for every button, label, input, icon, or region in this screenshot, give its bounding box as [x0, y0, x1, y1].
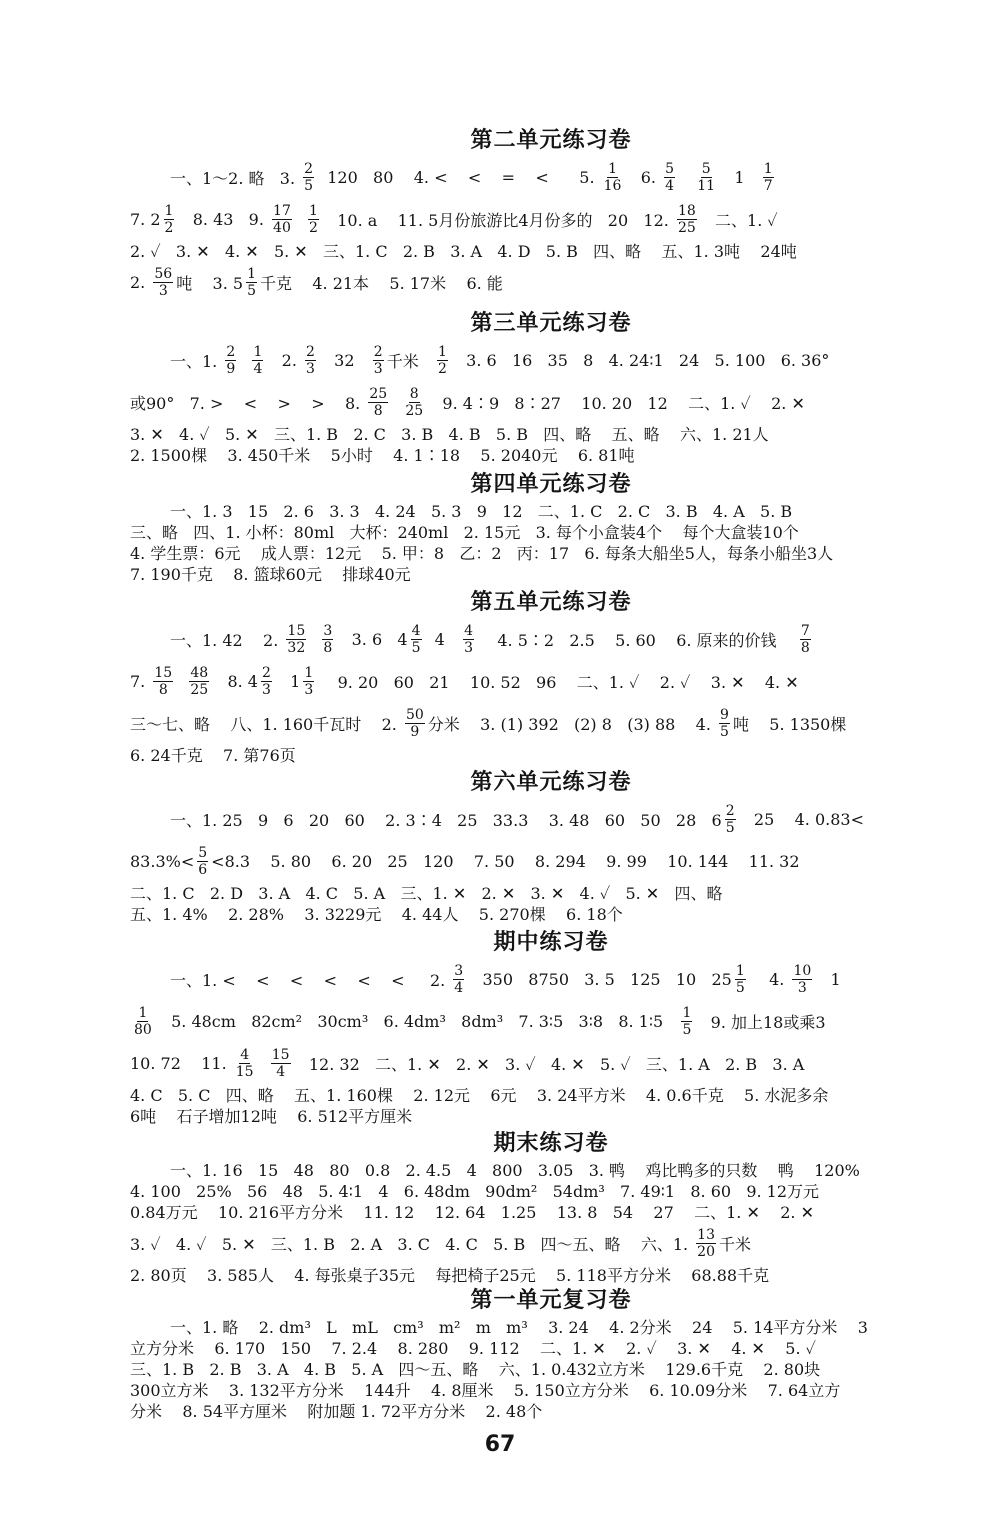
answer-text: <8.3 5. 80 6. 20 25 120 7. 50 8. 294 9. 99 10. 144 11. 32	[211, 851, 800, 871]
fraction-numerator: 17	[273, 202, 291, 219]
answer-text	[309, 630, 319, 649]
fraction-numerator: 15	[154, 664, 173, 681]
fraction	[453, 963, 464, 996]
answer-text: 7. 190千克 8. 篮球60元 排球40元	[130, 565, 411, 584]
fraction-numerator: 1	[763, 160, 773, 177]
answer-text: 300立方米 3. 132平方分米 144升 4. 8厘米 5. 150立方分米 6. 10.09分米 7. 64立方	[130, 1381, 841, 1400]
answer-text: 千米	[386, 351, 434, 371]
answer-text: 3. 6 4	[336, 629, 408, 649]
fraction-numerator: 1	[682, 1004, 692, 1021]
fraction	[153, 266, 173, 299]
fraction-numerator: 3	[323, 622, 333, 639]
answer-line	[130, 744, 972, 765]
fraction-denominator: 2	[309, 219, 318, 236]
answer-line	[130, 240, 972, 261]
answer-text: 三～七、略 八、1. 160千瓦时 2.	[130, 714, 402, 734]
answer-text: 二、1. C 2. D 3. A 4. C 5. A 三、1. ✕ 2. ✕ 3. ✕ 4. ✓ 5. ✕ 四、略	[130, 884, 723, 903]
answer-text: 12. 32 二、1. ✕ 2. ✕ 3. ✓ 4. ✕ 5. ✓ 三、1. A 2. B 3. A	[293, 1054, 805, 1074]
fraction-numerator: 9	[720, 706, 729, 723]
fraction-denominator: 5	[247, 282, 256, 299]
fraction-numerator: 10	[793, 962, 812, 979]
fraction-denominator: 3	[305, 360, 315, 377]
section-title: 第三单元练习卷	[470, 311, 632, 336]
answer-text	[176, 672, 186, 691]
answer-text: 1	[719, 167, 760, 187]
section-midterm	[130, 928, 972, 1126]
fraction-denominator: 5	[304, 177, 314, 194]
answer-text: 9. 4∶9 8∶27 10. 20 12 二、1. ✓ 2. ✕	[427, 393, 805, 413]
fraction	[437, 344, 448, 377]
fraction	[719, 707, 730, 740]
section-title: 第四单元练习卷	[470, 472, 632, 497]
fraction	[133, 1005, 153, 1038]
answer-text: 吨 5. 1350棵	[732, 714, 847, 734]
fraction-numerator: 3	[454, 962, 464, 979]
answer-text: 3. ✕ 4. ✓ 5. ✕ 三、1. B 2. C 3. B 4. B 5. B 四、略 五、略 六、1. 21人	[130, 425, 769, 444]
fraction	[164, 203, 175, 236]
fraction-denominator: 32	[287, 639, 306, 656]
fraction-denominator: 5	[720, 723, 729, 740]
fraction-denominator: 5	[411, 639, 421, 656]
answer-line	[130, 1084, 972, 1105]
answer-text: 4. 学生票：6元 成人票：12元 5. 甲：8 乙：2 丙：17 6. 每条大船坐5人，每条小船坐3人	[130, 544, 834, 563]
fraction	[664, 161, 675, 194]
answer-text: 一、1.	[170, 351, 223, 371]
fraction-numerator: 18	[677, 202, 696, 219]
answer-text: 350 8750 3. 5 125 10 25	[467, 969, 732, 989]
fraction-numerator: 15	[271, 1046, 290, 1063]
section-unit6	[130, 768, 972, 924]
answer-text: 五、1. 4% 2. 28% 3. 3229元 4. 44人 5. 270棵 6. 18个	[130, 905, 623, 924]
answer-text: 三、略 四、1. 小杯：80ml 大杯：240ml 2. 15元 3. 每个小盒装4个 每个大盒装10个	[130, 523, 799, 542]
fraction-numerator: 50	[405, 706, 424, 723]
fraction-numerator: 7	[800, 622, 810, 639]
fraction-denominator: 7	[763, 177, 773, 194]
answer-text: 4.	[748, 969, 790, 989]
fraction-numerator: 1	[253, 343, 263, 360]
fraction-numerator: 2	[725, 802, 735, 819]
fraction-denominator: 9	[226, 360, 236, 377]
fraction-numerator: 1	[309, 202, 318, 219]
answer-text: 或90° 7. > < > > 8.	[130, 393, 366, 413]
answer-text: 25 4. 0.83<	[738, 809, 864, 829]
answer-text: 4. C 5. C 四、略 五、1. 160棵 2. 12元 6元 3. 24平方米 4. 0.6千克 5. 水泥多余	[130, 1086, 829, 1105]
answer-line	[130, 444, 972, 465]
fraction	[303, 161, 314, 194]
fraction	[246, 266, 257, 299]
fraction	[792, 963, 812, 996]
fraction-denominator: 2	[164, 219, 174, 236]
answer-text: 立方分米 6. 170 150 7. 2.4 8. 280 9. 112 二、1. ✕ 2. ✓ 3. ✕ 4. ✕ 5. ✓	[130, 1339, 816, 1358]
answer-line	[130, 1000, 972, 1042]
fraction	[252, 344, 263, 377]
answer-line	[130, 1400, 972, 1421]
fraction-denominator: 8	[373, 402, 383, 419]
fraction-numerator: 8	[409, 385, 419, 402]
fraction-denominator: 25	[677, 219, 696, 236]
answer-text: 5. 48cm 82cm² 30cm³ 6. 4dm³ 8dm³ 7. 3∶5 3∶8 8. 1∶5	[155, 1011, 679, 1031]
answer-line	[130, 423, 972, 444]
answer-line	[130, 542, 972, 563]
fraction-denominator: 2	[437, 360, 447, 377]
fraction-denominator: 20	[697, 1243, 715, 1260]
answer-text	[295, 210, 305, 229]
fraction-numerator: 1	[608, 160, 617, 177]
fraction-numerator: 2	[261, 664, 271, 681]
fraction-numerator: 5	[701, 160, 711, 177]
answer-text: 3. ✓ 4. ✓ 5. ✕ 三、1. B 2. A 3. C 4. C 5. B 四～五、略 六、1.	[130, 1234, 694, 1254]
fraction-numerator: 4	[411, 622, 421, 639]
fraction-numerator: 2	[226, 343, 236, 360]
section-unit3	[130, 309, 972, 465]
fraction-numerator: 4	[464, 622, 474, 639]
section-title: 第五单元练习卷	[470, 590, 632, 615]
fraction-denominator: 6	[198, 861, 208, 878]
answer-line	[130, 840, 972, 882]
answer-line	[130, 660, 972, 702]
answer-line	[130, 1201, 972, 1222]
fraction-denominator: 11	[697, 177, 716, 194]
fraction	[271, 1047, 291, 1080]
answer-line	[130, 618, 972, 660]
answer-line	[130, 1159, 972, 1180]
fraction-denominator: 15	[235, 1063, 254, 1080]
fraction	[735, 963, 746, 996]
section-title: 第六单元练习卷	[470, 770, 632, 795]
fraction-denominator: 3	[464, 639, 474, 656]
fraction-denominator: 4	[253, 360, 263, 377]
answer-text: 2. ✓ 3. ✕ 4. ✕ 5. ✕ 三、1. C 2. B 3. A 4. D 5. B 四、略 五、1. 3吨 24吨	[130, 242, 797, 261]
fraction	[405, 707, 425, 740]
fraction-denominator: 5	[682, 1021, 692, 1038]
fraction	[286, 623, 306, 656]
fraction-numerator: 1	[247, 265, 256, 282]
answer-text: 一、1. 25 9 6 20 60 2. 3∶4 25 33.3 3. 48 60 50 28 6	[170, 810, 722, 830]
answer-line	[130, 702, 972, 744]
answer-line	[130, 198, 972, 240]
answer-text: 6.	[625, 167, 662, 187]
fraction-denominator: 4	[665, 177, 674, 194]
answer-text: 3. 6 16 35 8 4. 24∶1 24 5. 100 6. 36°	[450, 350, 830, 370]
fraction-numerator: 5	[665, 160, 674, 177]
answer-text: 120 80 4. < < = < 5.	[317, 167, 600, 187]
fraction-numerator: 13	[697, 1226, 715, 1243]
answer-text: 千米	[719, 1234, 752, 1254]
fraction-numerator: 1	[304, 664, 314, 681]
fraction	[763, 161, 774, 194]
fraction-numerator: 56	[154, 265, 173, 282]
fraction-denominator: 3	[373, 360, 383, 377]
fraction-numerator: 1	[164, 202, 174, 219]
fraction-denominator: 3	[158, 282, 168, 299]
answer-text: 0.84万元 10. 216平方分米 11. 12 12. 64 1.25 13. 8 54 27 二、1. ✕ 2. ✕	[130, 1203, 814, 1222]
fraction	[322, 623, 333, 656]
answer-line	[130, 1337, 972, 1358]
answer-text	[678, 168, 693, 187]
fraction-numerator: 1	[138, 1004, 148, 1021]
answer-line	[130, 1105, 972, 1126]
answer-text: 1	[274, 671, 301, 691]
answer-text: 一、1. 42 2.	[170, 630, 284, 650]
fraction-denominator: 5	[735, 979, 745, 996]
answer-text: 一、1. 3 15 2. 6 3. 3 4. 24 5. 3 9 12 二、1. C 2. C 3. B 4. A 5. B	[170, 502, 793, 521]
answer-text: 千克 4. 21本 5. 17米 6. 能	[260, 273, 503, 293]
fraction	[303, 665, 314, 698]
answer-line	[130, 563, 972, 584]
answer-text: 83.3%<	[130, 851, 195, 871]
answer-text: 1	[815, 969, 841, 989]
fraction-numerator: 4	[240, 1046, 250, 1063]
answer-text: 分米 8. 54平方厘米 附加题 1. 72平方分米 2. 48个	[130, 1402, 543, 1421]
fraction	[603, 161, 623, 194]
answer-text: 一、1. 略 2. dm³ L mL cm³ m² m m³ 3. 24 4. 2分米 24 5. 14平方分米 3	[170, 1318, 868, 1337]
fraction	[800, 623, 811, 656]
fraction	[189, 665, 209, 698]
fraction-denominator: 4	[454, 979, 464, 996]
section-title: 期中练习卷	[493, 930, 609, 955]
fraction-denominator: 3	[797, 979, 807, 996]
fraction-numerator: 5	[198, 844, 208, 861]
answer-line	[130, 903, 972, 924]
fraction-numerator: 25	[369, 385, 388, 402]
fraction-denominator: 40	[273, 219, 291, 236]
section-title: 期末练习卷	[493, 1131, 609, 1156]
answer-text	[391, 393, 401, 412]
fraction	[235, 1047, 255, 1080]
answer-text: 4	[424, 629, 461, 649]
fraction	[373, 344, 384, 377]
section-unit5	[130, 588, 972, 765]
fraction-numerator: 2	[304, 160, 314, 177]
section-final	[130, 1129, 972, 1285]
fraction-denominator: 8	[323, 639, 333, 656]
fraction	[696, 161, 716, 194]
answer-text: 2.	[130, 272, 151, 292]
answer-line	[130, 1180, 972, 1201]
fraction	[725, 803, 736, 836]
answer-line	[130, 521, 972, 542]
answer-line	[130, 798, 972, 840]
fraction-numerator: 48	[190, 664, 209, 681]
answer-text	[258, 1054, 268, 1073]
fraction-denominator: 16	[603, 177, 622, 194]
fraction-denominator: 3	[261, 681, 271, 698]
answer-text: 9. 20 60 21 10. 52 96 二、1. ✓ 2. ✓ 3. ✕ 4. ✕	[317, 672, 799, 692]
answer-line	[130, 1316, 972, 1337]
answer-line	[130, 339, 972, 381]
fraction	[305, 344, 316, 377]
fraction	[368, 386, 388, 419]
answer-line	[130, 261, 972, 303]
fraction	[153, 665, 173, 698]
answer-text: 2.	[266, 350, 302, 370]
fraction-denominator: 4	[276, 1063, 286, 1080]
fraction	[681, 1005, 692, 1038]
fraction	[197, 845, 208, 878]
fraction-denominator: 8	[158, 681, 168, 698]
answer-text: 4. 5∶2 2.5 5. 60 6. 原来的价钱	[477, 630, 797, 650]
answer-text: 10. 72 11.	[130, 1053, 232, 1073]
fraction	[411, 623, 422, 656]
answer-text: 7. 2	[130, 209, 161, 229]
answer-line	[130, 1264, 972, 1285]
fraction-numerator: 1	[735, 962, 745, 979]
fraction-denominator: 3	[304, 681, 314, 698]
answer-text: 8. 4	[212, 671, 258, 691]
answer-line	[130, 1042, 972, 1084]
section-unit1-review	[130, 1286, 972, 1421]
page-number: 67	[484, 1432, 516, 1457]
answer-line	[130, 958, 972, 1000]
answer-text: 吨 3. 5	[176, 273, 244, 293]
answer-text: 8. 43 9.	[177, 209, 270, 229]
answer-text: 2. 1500棵 3. 450千米 5小时 4. 1∶18 5. 2040元 6. 81吨	[130, 446, 635, 465]
answer-text: 9. 加上18或乘3	[695, 1012, 826, 1032]
answer-text: 三、1. B 2. B 3. A 4. B 5. A 四～五、略 六、1. 0.432立方米 129.6千克 2. 80块	[130, 1360, 821, 1379]
answer-line	[130, 381, 972, 423]
answer-text: 10. a 11. 5月份旅游比4月份多的 20 12.	[321, 210, 674, 230]
fraction	[225, 344, 236, 377]
fraction	[696, 1227, 716, 1260]
fraction	[463, 623, 474, 656]
fraction	[272, 203, 292, 236]
answer-text: 32	[318, 350, 370, 370]
section-title: 第一单元复习卷	[470, 1288, 632, 1313]
fraction-numerator: 2	[373, 343, 383, 360]
answer-line	[130, 156, 972, 198]
answer-text: 6吨 石子增加12吨 6. 512平方厘米	[130, 1107, 413, 1126]
answer-text: 分米 3. (1) 392 (2) 8 (3) 88 4.	[427, 714, 717, 734]
fraction-denominator: 25	[405, 402, 424, 419]
fraction-numerator: 1	[437, 343, 447, 360]
answer-text: 6. 24千克 7. 第76页	[130, 746, 296, 765]
section-unit4	[130, 470, 972, 584]
answer-line	[130, 1379, 972, 1400]
fraction	[261, 665, 272, 698]
answer-text: 一、1. 16 15 48 80 0.8 2. 4.5 4 800 3.05 3. 鸭 鸡比鸭多的只数 鸭 120%	[170, 1161, 860, 1180]
answer-text: 2. 80页 3. 585人 4. 每张桌子35元 每把椅子25元 5. 118平方分米 68.88千克	[130, 1266, 770, 1285]
section-unit2	[130, 126, 972, 303]
answer-text: 二、1. ✓	[699, 210, 778, 230]
answer-text: 4. 100 25% 56 48 5. 4∶1 4 6. 48dm 90dm² 54dm³ 7. 49∶1 8. 60 9. 12万元	[130, 1182, 820, 1201]
answer-line	[130, 882, 972, 903]
fraction-denominator: 8	[800, 639, 810, 656]
fraction	[677, 203, 697, 236]
fraction-denominator: 9	[410, 723, 420, 740]
answer-text	[239, 351, 249, 370]
section-title: 第二单元练习卷	[470, 128, 632, 153]
fraction-denominator: 5	[725, 819, 735, 836]
fraction-numerator: 2	[305, 343, 315, 360]
fraction-denominator: 25	[190, 681, 209, 698]
fraction	[404, 386, 424, 419]
fraction-denominator: 80	[134, 1021, 152, 1038]
answer-text: 一、1～2. 略 3.	[170, 168, 301, 188]
answer-line	[130, 1358, 972, 1379]
fraction	[308, 203, 319, 236]
answer-line	[130, 1222, 972, 1264]
answer-line	[130, 500, 972, 521]
fraction-numerator: 15	[287, 622, 306, 639]
answer-text: 一、1. < < < < < < 2.	[170, 970, 451, 990]
answer-text: 7.	[130, 671, 151, 691]
